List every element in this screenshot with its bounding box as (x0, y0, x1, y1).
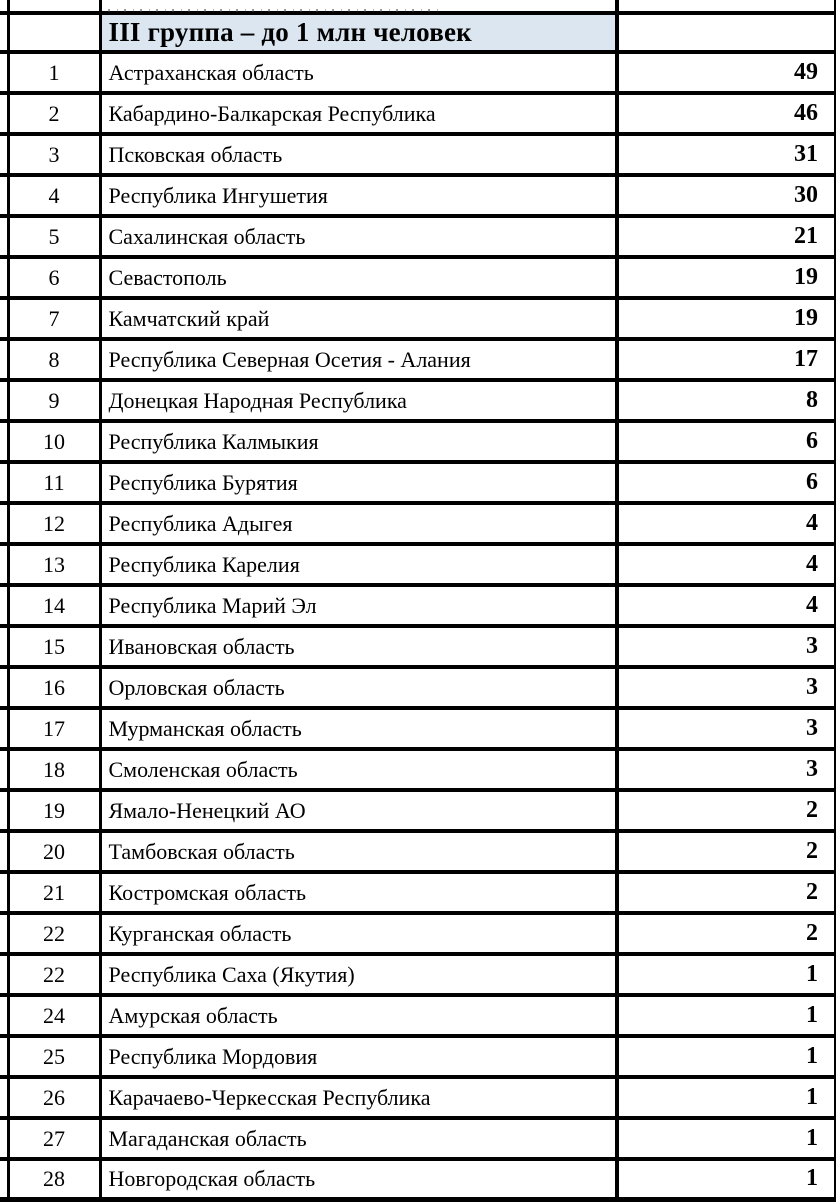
region-name-cell: Амурская область (100, 995, 617, 1036)
region-name-cell: Псковская область (100, 134, 617, 175)
clipped-left-cell (0, 380, 8, 421)
region-name-cell: Сахалинская область (100, 216, 617, 257)
region-name-cell: Донецкая Народная Республика (100, 380, 617, 421)
rank-cell: 16 (8, 667, 100, 708)
value-cell: 2 (617, 831, 836, 872)
value-cell: 46 (617, 93, 836, 134)
value-cell: 4 (617, 585, 836, 626)
clipped-left-cell (0, 1159, 8, 1200)
region-name-cell: Карачаево-Черкесская Республика (100, 1077, 617, 1118)
table-row (0, 175, 836, 216)
table-row (0, 1077, 836, 1118)
region-name-cell: Ивановская область (100, 626, 617, 667)
rank-cell: 6 (8, 257, 100, 298)
clipped-left-cell (0, 913, 8, 954)
rank-cell: 25 (8, 1036, 100, 1077)
region-name-cell: Севастополь (100, 257, 617, 298)
clipped-left-cell (0, 544, 8, 585)
rank-cell (8, 13, 100, 52)
table-row (0, 1118, 836, 1159)
table-row (0, 790, 836, 831)
rank-cell: 3 (8, 134, 100, 175)
table-row (0, 421, 836, 462)
clipped-left-cell (0, 1036, 8, 1077)
value-cell: 3 (617, 749, 836, 790)
table-row (0, 134, 836, 175)
rank-cell: 19 (8, 790, 100, 831)
rank-cell: 4 (8, 175, 100, 216)
rank-cell: 21 (8, 872, 100, 913)
rank-cell: 2 (8, 93, 100, 134)
clipped-left-cell (0, 462, 8, 503)
table-row (0, 831, 836, 872)
table-row (0, 52, 836, 93)
rank-cell: 22 (8, 954, 100, 995)
value-cell: 1 (617, 1077, 836, 1118)
clipped-left-cell (0, 831, 8, 872)
rank-cell: 17 (8, 708, 100, 749)
group-title: III группа – до 1 млн человек (100, 13, 617, 52)
clipped-left-cell (0, 13, 8, 52)
clipped-left-cell (0, 1118, 8, 1159)
clipped-left-cell (0, 134, 8, 175)
value-cell: 2 (617, 790, 836, 831)
region-name-cell: Республика Бурятия (100, 462, 617, 503)
table-row (0, 462, 836, 503)
rank-cell: 9 (8, 380, 100, 421)
clipped-left-cell (0, 790, 8, 831)
rank-cell: 20 (8, 831, 100, 872)
table-row (0, 954, 836, 995)
table-row (0, 380, 836, 421)
clipped-left-cell (0, 872, 8, 913)
value-cell: 6 (617, 462, 836, 503)
value-cell: 21 (617, 216, 836, 257)
rank-cell: 13 (8, 544, 100, 585)
clipped-left-cell (0, 0, 8, 13)
clipped-left-cell (0, 1077, 8, 1118)
rank-cell (8, 0, 100, 13)
table-row (0, 872, 836, 913)
table-row (0, 216, 836, 257)
value-cell: 3 (617, 626, 836, 667)
region-name-cell: Ямало-Ненецкий АО (100, 790, 617, 831)
value-cell (617, 0, 836, 13)
value-cell (617, 13, 836, 52)
clipped-left-cell (0, 257, 8, 298)
clipped-left-cell (0, 421, 8, 462)
region-name-cell: Астраханская область (100, 52, 617, 93)
region-name-cell: Республика Саха (Якутия) (100, 954, 617, 995)
region-name-cell: Республика Марий Эл (100, 585, 617, 626)
clipped-left-cell (0, 749, 8, 790)
value-cell: 49 (617, 52, 836, 93)
value-cell: 2 (617, 913, 836, 954)
clipped-left-cell (0, 93, 8, 134)
rank-cell: 18 (8, 749, 100, 790)
rank-cell: 10 (8, 421, 100, 462)
region-name-cell: Республика Мордовия (100, 1036, 617, 1077)
value-cell: 1 (617, 954, 836, 995)
region-name-cell: Кабардино-Балкарская Республика (100, 93, 617, 134)
clipped-left-cell (0, 52, 8, 93)
rank-cell: 15 (8, 626, 100, 667)
table-row (0, 667, 836, 708)
rank-cell: 8 (8, 339, 100, 380)
table-row (0, 1036, 836, 1077)
clipped-left-cell (0, 175, 8, 216)
rank-cell: 28 (8, 1159, 100, 1200)
group-header-row (0, 13, 836, 52)
table-row (0, 749, 836, 790)
value-cell: 1 (617, 1159, 836, 1200)
table-row (0, 708, 836, 749)
region-name-cell: Магаданская область (100, 1118, 617, 1159)
region-name-cell: Костромская область (100, 872, 617, 913)
value-cell: 8 (617, 380, 836, 421)
region-name-cell: Республика Северная Осетия - Алания (100, 339, 617, 380)
rank-cell: 7 (8, 298, 100, 339)
value-cell: 2 (617, 872, 836, 913)
rank-cell: 14 (8, 585, 100, 626)
table-row (0, 339, 836, 380)
value-cell: 17 (617, 339, 836, 380)
clipped-left-cell (0, 954, 8, 995)
table-row (0, 626, 836, 667)
value-cell: 1 (617, 995, 836, 1036)
table-row (0, 298, 836, 339)
region-name-cell: Республика Карелия (100, 544, 617, 585)
clipped-left-cell (0, 667, 8, 708)
value-cell: 4 (617, 503, 836, 544)
region-name-cell: Тамбовская область (100, 831, 617, 872)
value-cell: 19 (617, 257, 836, 298)
table-row (0, 1159, 836, 1200)
clipped-left-cell (0, 585, 8, 626)
clipped-left-cell (0, 216, 8, 257)
value-cell: 1 (617, 1118, 836, 1159)
region-name-cell: Камчатский край (100, 298, 617, 339)
rank-cell: 12 (8, 503, 100, 544)
region-name-cell: Новгородская область (100, 1159, 617, 1200)
region-name-cell: Республика Адыгея (100, 503, 617, 544)
rank-cell: 24 (8, 995, 100, 1036)
rank-cell: 27 (8, 1118, 100, 1159)
clipped-left-cell (0, 626, 8, 667)
region-name-cell: Мурманская область (100, 708, 617, 749)
clipped-left-cell (0, 339, 8, 380)
region-name-cell: Орловская область (100, 667, 617, 708)
region-name-cell: Республика Калмыкия (100, 421, 617, 462)
value-cell: 3 (617, 667, 836, 708)
rank-cell: 26 (8, 1077, 100, 1118)
value-cell: 6 (617, 421, 836, 462)
clipped-top-row-text (108, 9, 438, 12)
rank-cell: 1 (8, 52, 100, 93)
table-row (0, 257, 836, 298)
table-row (0, 544, 836, 585)
value-cell: 4 (617, 544, 836, 585)
clipped-left-cell (0, 298, 8, 339)
rank-cell: 5 (8, 216, 100, 257)
region-name-cell: Смоленская область (100, 749, 617, 790)
table-row (0, 585, 836, 626)
rank-cell: 11 (8, 462, 100, 503)
region-name-cell: Курганская область (100, 913, 617, 954)
table-row (0, 93, 836, 134)
clipped-left-cell (0, 708, 8, 749)
value-cell: 1 (617, 1036, 836, 1077)
value-cell: 30 (617, 175, 836, 216)
value-cell: 19 (617, 298, 836, 339)
value-cell: 31 (617, 134, 836, 175)
clipped-left-cell (0, 503, 8, 544)
clipped-left-cell (0, 995, 8, 1036)
region-name-cell: Республика Ингушетия (100, 175, 617, 216)
table-row (0, 913, 836, 954)
rank-cell: 22 (8, 913, 100, 954)
value-cell: 3 (617, 708, 836, 749)
table-row (0, 503, 836, 544)
table-row (0, 995, 836, 1036)
